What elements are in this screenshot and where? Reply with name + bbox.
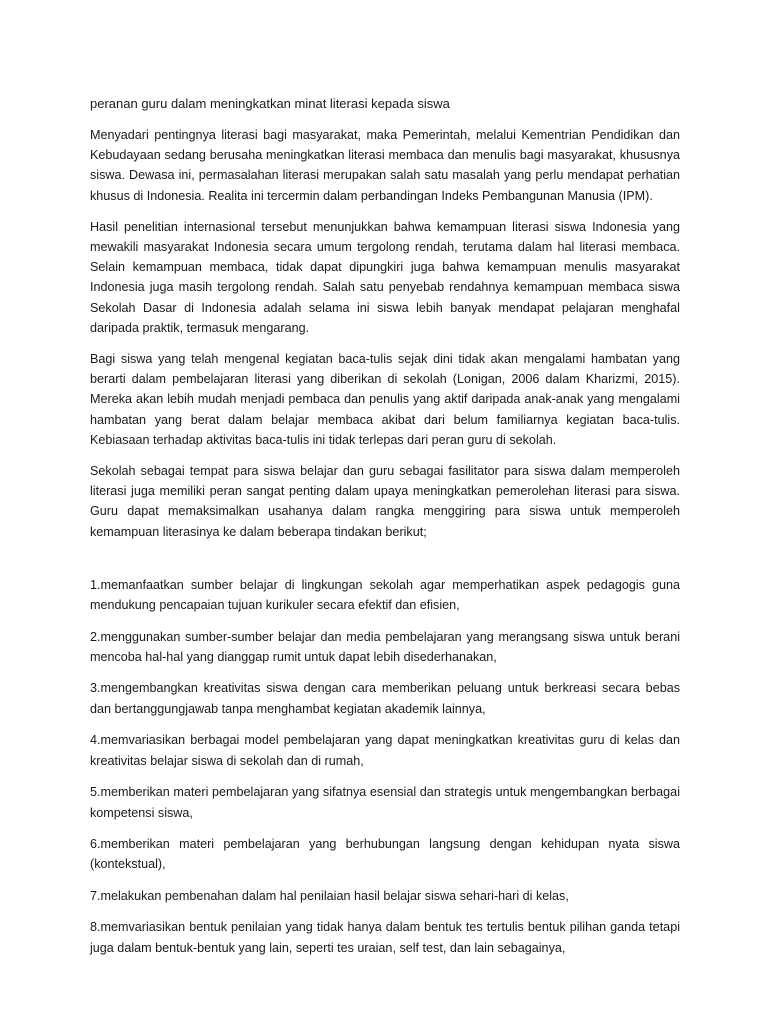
document-title: peranan guru dalam meningkatkan minat literasi kepada siswa — [90, 96, 450, 111]
paragraph-1: Menyadari pentingnya literasi bagi masyarakat, maka Pemerintah, melalui Kementrian Pendidikan dan Kebudayaan sedang berusaha meningkatkan literasi membaca dan menulis bagi masyarakat, khususnya siswa. Dewasa ini, permasalahan literasi merupakan salah satu masalah yang perlu mendapat perhatian khusus di Indonesia. Realita ini tercermin dalam perbandingan Indeks Pembangunan Manusia (IPM). — [90, 128, 680, 203]
paragraph-2: Hasil penelitian internasional tersebut menunjukkan bahwa kemampuan literasi siswa Indonesia yang mewakili masyarakat Indonesia secara umum tergolong rendah, terutama dalam hal literasi membaca. Selain kemampuan membaca, tidak dapat dipungkiri juga bahwa kemampuan menulis masyarakat Indonesia juga masih tergolong rendah. Salah satu penyebab rendahnya kemampuan membaca siswa Sekolah Dasar di Indonesia adalah selama ini siswa lebih banyak mendapat pelajaran menghafal daripada praktik, termasuk mengarang. — [90, 219, 680, 335]
list-item: 4.memvariasikan berbagai model pembelajaran yang dapat meningkatkan kreativitas guru di kelas dan kreativitas belajar siswa di sekolah dan di rumah, — [90, 733, 680, 768]
list-item: 1.memanfaatkan sumber belajar di lingkungan sekolah agar memperhatikan aspek pedagogis guna mendukung pencapaian tujuan kurikuler secara efektif dan efisien, — [90, 577, 680, 613]
list-item: 6.memberikan materi pembelajaran yang berhubungan langsung dengan kehidupan nyata siswa (kontekstual), — [90, 836, 680, 872]
list-item: 7.melakukan pembenahan dalam hal penilaian hasil belajar siswa sehari-hari di kelas, — [90, 888, 569, 903]
action-list — [90, 575, 680, 958]
list-item: 5.memberikan materi pembelajaran yang sifatnya esensial dan strategis untuk mengembangkan berbagai kompetensi siswa, — [90, 785, 680, 820]
paragraph-3: Bagi siswa yang telah mengenal kegiatan baca-tulis sejak dini tidak akan mengalami hambatan yang berarti dalam pembelajaran literasi yang diberikan di sekolah (Lonigan, 2006 dalam Kharizmi, 2015). Mereka akan lebih mudah menjadi pembaca dan penulis yang aktif daripada anak-anak yang mengalami hambatan yang berat dalam belajar membaca akibat dari belum familiarnya kegiatan baca-tulis. Kebiasaan terhadap aktivitas baca-tulis ini tidak terlepas dari peran guru di sekolah. — [90, 352, 680, 447]
section-spacer — [90, 553, 680, 575]
list-item: 3.mengembangkan kreativitas siswa dengan cara memberikan peluang untuk berkreasi secara bebas dan bertanggungjawab tanpa menghambat kegiatan akademik lainnya, — [90, 681, 680, 716]
list-item: 2.menggunakan sumber-sumber belajar dan media pembelajaran yang merangsang siswa untuk berani mencoba hal-hal yang dianggap rumit untuk dapat lebih disederhanakan, — [90, 629, 680, 665]
list-item: 8.memvariasikan bentuk penilaian yang tidak hanya dalam bentuk tes tertulis bentuk pilihan ganda tetapi juga dalam bentuk-bentuk yang lain, seperti tes uraian, self test, dan lain sebagainya, — [90, 920, 680, 955]
paragraph-4: Sekolah sebagai tempat para siswa belajar dan guru sebagai fasilitator para siswa dalam memperoleh literasi juga memiliki peran sangat penting dalam upaya meningkatkan pemerolehan literasi para siswa. Guru dapat memaksimalkan usahanya dalam rangka menggiring para siswa untuk memperoleh kemampuan literasinya ke dalam beberapa tindakan berikut; — [90, 464, 680, 539]
